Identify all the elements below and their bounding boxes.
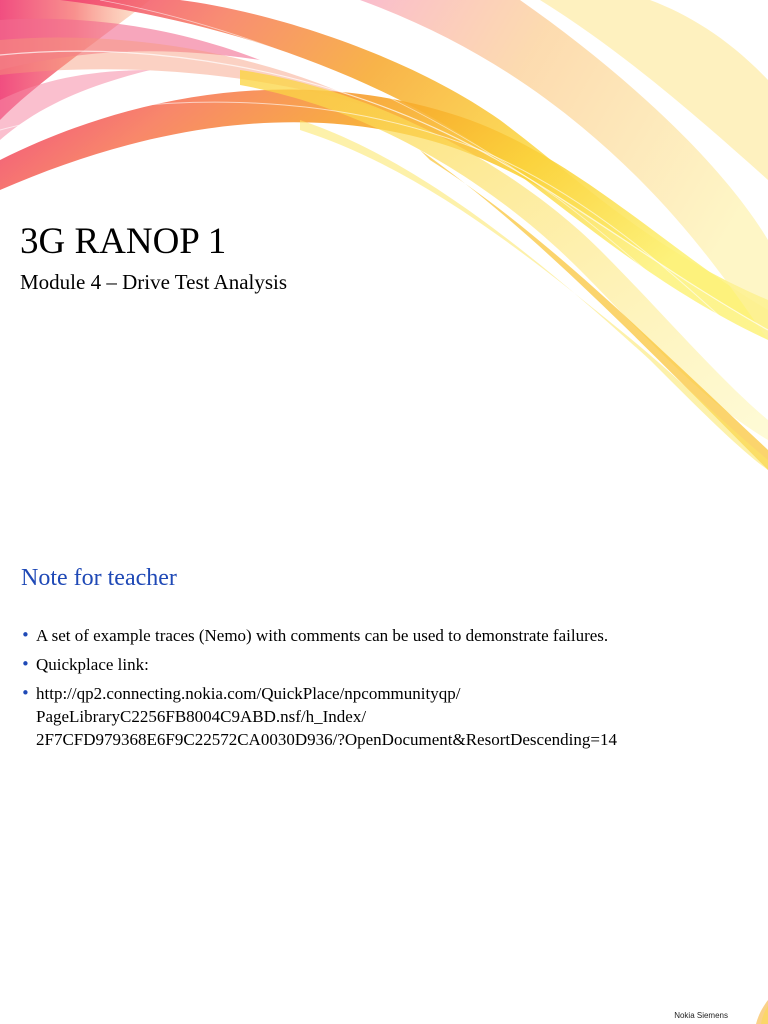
link-line[interactable]: 2F7CFD979368E6F9C22572CA0030D936/?OpenDocument&ResortDescending=14	[36, 730, 617, 749]
bullet-text: A set of example traces (Nemo) with comments can be used to demonstrate failures.	[36, 626, 609, 645]
quickplace-link[interactable]	[36, 682, 760, 751]
link-line[interactable]: PageLibraryC2256FB8004C9ABD.nsf/h_Index/	[36, 707, 367, 726]
link-line[interactable]: http://qp2.connecting.nokia.com/QuickPlace/npcommunityqp/	[36, 684, 461, 703]
bullet-dot-icon: •	[21, 655, 30, 673]
footer-brand-logo: Nokia Siemens	[674, 1011, 728, 1020]
list-item	[20, 653, 760, 676]
bullet-dot-icon: •	[21, 626, 30, 644]
slide-subtitle: Module 4 – Drive Test Analysis	[20, 270, 288, 294]
list-item	[20, 682, 760, 751]
bullet-dot-icon: •	[21, 684, 30, 702]
note-bullet-list	[20, 624, 760, 757]
corner-flare-graphic	[748, 1000, 768, 1024]
note-heading: Note for teacher	[21, 565, 177, 591]
bullet-text: Quickplace link:	[36, 655, 149, 674]
list-item	[20, 624, 760, 647]
slide-title: 3G RANOP 1	[20, 221, 227, 262]
